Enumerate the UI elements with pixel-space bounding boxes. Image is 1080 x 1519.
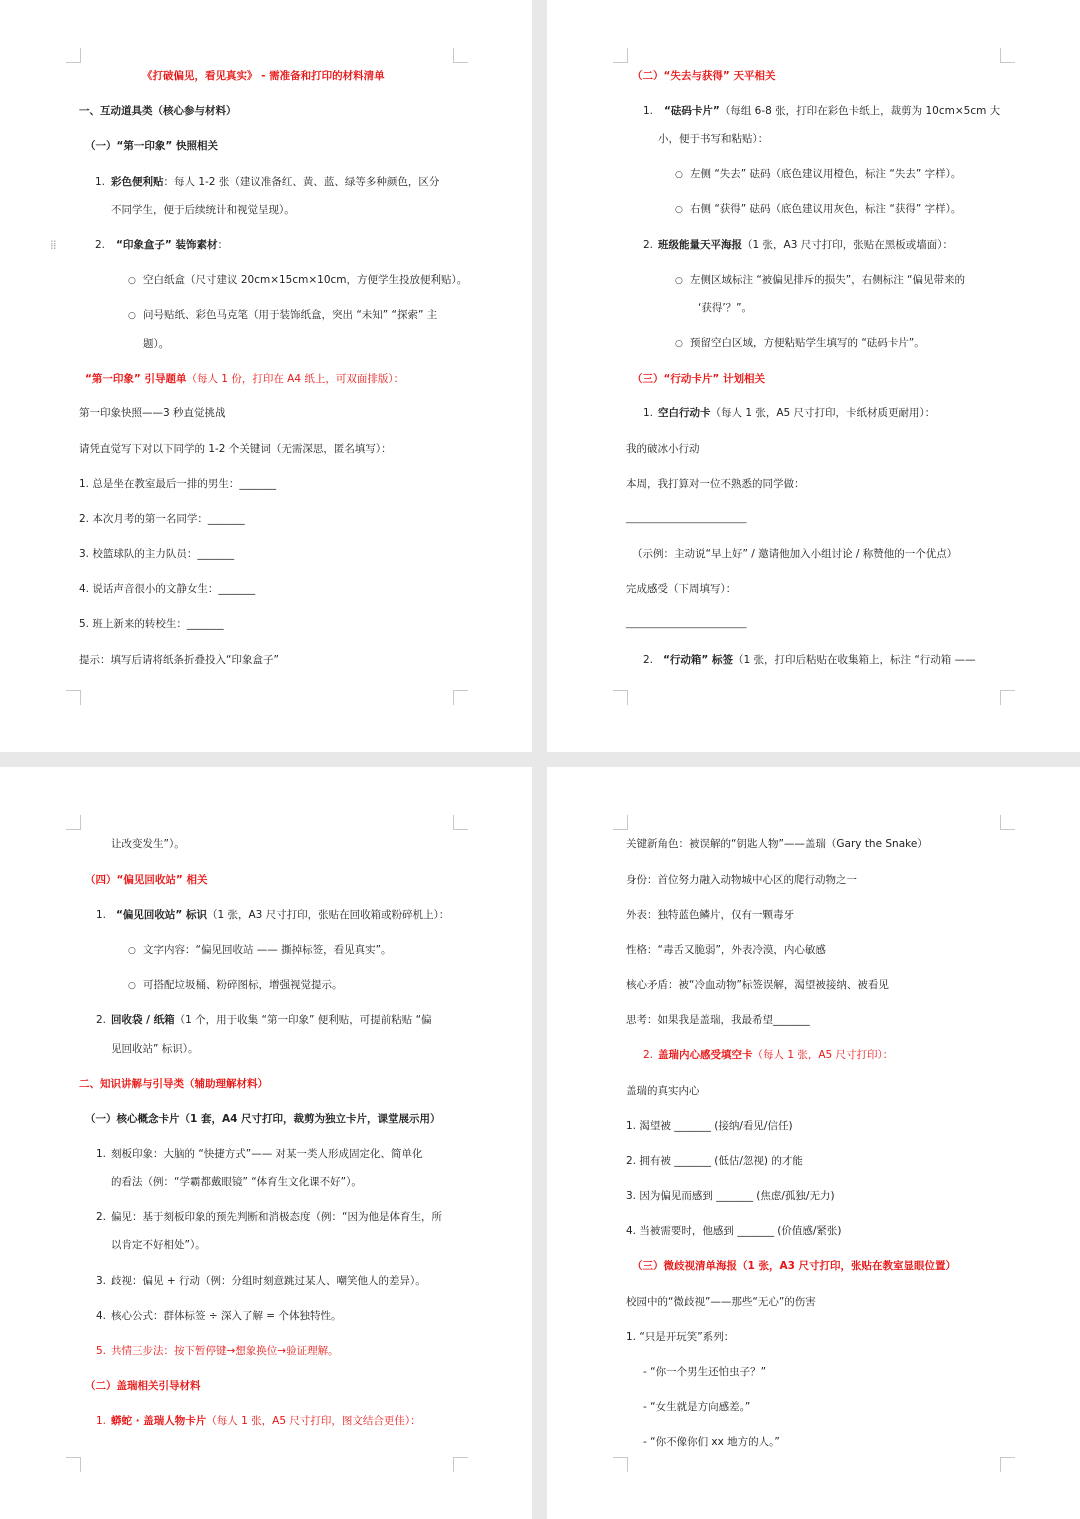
- questionnaire-title: 第一印象快照——3 秒直觉挑战: [79, 407, 226, 419]
- concept-item: 核心公式：群体标签 ÷ 深入了解 = 个体独特性。: [111, 1310, 342, 1322]
- item-label: 回收袋 / 纸箱: [111, 1014, 175, 1026]
- character-line: 思考：如果我是盖瑞，我最希望_______: [626, 1014, 810, 1026]
- guide-text: （每人 1 份，打印在 A4 纸上，可双面排版）：: [186, 373, 405, 385]
- bullet-item: 左侧 “失去” 砝码（底色建议用橙色，标注 “失去” 字样）。: [690, 168, 962, 180]
- list-number: 2.: [96, 1014, 107, 1026]
- bullet-icon: ○: [675, 170, 683, 180]
- crop-mark: [453, 48, 468, 63]
- item-text: （1 个，用于收集 “第一印象” 便利贴，可提前粘贴 “偏: [174, 1014, 432, 1026]
- list-item: [111, 1414, 421, 1428]
- item-text: （每人 1 张，A5 尺寸打印，图文结合更佳）：: [206, 1415, 421, 1427]
- list-item-continuation: 让改变发生”）。: [111, 838, 185, 850]
- card-title: 盖瑞的真实内心: [626, 1085, 700, 1097]
- item-text: ：每人 1-2 张（建议准备红、黄、蓝、绿等多种颜色，区分: [163, 176, 440, 188]
- item-label: 彩色便利贴: [111, 176, 164, 188]
- questionnaire-intro: 请凭直觉写下对以下同学的 1-2 个关键词（无需深思，匿名填写）：: [79, 443, 392, 455]
- subsection-heading: （三）微歧视清单海报（1 张，A3 尺寸打印，张贴在教室显眼位置）: [632, 1260, 957, 1272]
- item-text: （每人 1 张，A5 尺寸打印，卡纸材质更耐用）：: [710, 407, 936, 419]
- dash-item: - “你不像你们 xx 地方的人。”: [643, 1436, 780, 1448]
- bullet-continuation: 题）。: [143, 338, 170, 350]
- question-item: 3. 校篮球队的主力队员：_______: [79, 548, 235, 560]
- item-label: 空白行动卡: [658, 407, 711, 419]
- concept-continuation: 的看法（例：“学霸都戴眼镜” “体育生文化课不好”）。: [111, 1176, 362, 1188]
- character-line: 外表：独特蓝色鳞片，仅有一颗毒牙: [626, 909, 794, 921]
- feeling-label: 完成感受（下周填写）：: [626, 583, 737, 595]
- crop-mark: [453, 690, 468, 705]
- list-number: 1.: [643, 105, 654, 117]
- fill-in-item: 4. 当被需要时，他感到 _______ (价值感/紧张): [626, 1225, 842, 1237]
- bullet-icon: ○: [675, 205, 683, 215]
- question-item: 2. 本次月考的第一名同学：_______: [79, 513, 245, 525]
- document-page-2: [547, 0, 1080, 752]
- dash-item: - “女生就是方向感差。”: [643, 1401, 751, 1413]
- list-number: 2.: [643, 1049, 654, 1061]
- concept-item: 刻板印象：大脑的 “快捷方式”—— 对某一类人形成固定化、简单化: [111, 1148, 423, 1160]
- card-line: 本周，我打算对一位不熟悉的同学做：: [626, 478, 805, 490]
- bullet-icon: ○: [128, 276, 136, 286]
- crop-mark: [613, 48, 628, 63]
- item-label: 班级能量天平海报: [658, 239, 742, 251]
- guide-heading: [85, 372, 404, 386]
- crop-mark: [613, 1457, 628, 1472]
- character-line: 关键新角色：被误解的“钥匙人物”——盖瑞（Gary the Snake）: [626, 838, 928, 850]
- list-item: [658, 406, 935, 420]
- list-number: 4.: [96, 1310, 107, 1322]
- character-line: 身份：首位努力融入动物城中心区的爬行动物之一: [626, 874, 857, 886]
- list-number: 1.: [643, 407, 654, 419]
- item-text: （每组 6-8 张，打印在彩色卡纸上，裁剪为 10cm×5cm 大: [719, 105, 1001, 117]
- item-text: ：: [217, 239, 228, 251]
- list-item-continuation: 不同学生，便于后续统计和视觉呈现）。: [111, 204, 295, 216]
- list-item: [658, 238, 953, 252]
- list-number: 1.: [96, 1415, 107, 1427]
- item-label: 盖瑞内心感受填空卡: [658, 1049, 753, 1061]
- fill-in-item: 2. 拥有被 _______ (低估/忽视) 的才能: [626, 1155, 803, 1167]
- subsection-heading: （四）“偏见回收站” 相关: [85, 874, 208, 886]
- bullet-icon: ○: [128, 946, 136, 956]
- crop-mark: [66, 815, 81, 830]
- list-number: 2.: [95, 239, 106, 251]
- crop-mark: [1000, 690, 1015, 705]
- crop-mark: [66, 690, 81, 705]
- document-title: 《打破偏见，看见真实》 - 需准备和打印的材料清单: [142, 70, 385, 82]
- list-item: [111, 1013, 432, 1027]
- bullet-item: 空白纸盒（尺寸建议 20cm×15cm×10cm，方便学生投放便利贴）。: [143, 274, 468, 286]
- concept-item: 共情三步法：按下暂停键→想象换位→验证理解。: [111, 1345, 339, 1357]
- card-title: 我的破冰小行动: [626, 443, 700, 455]
- list-number: 1.: [96, 1148, 107, 1160]
- bullet-item: 右侧 “获得” 砝码（底色建议用灰色，标注 “获得” 字样）。: [690, 203, 962, 215]
- item-text: （1 张，A3 尺寸打印，张贴在黑板或墙面）：: [742, 239, 953, 251]
- concept-continuation: 以肯定不好相处”）。: [111, 1239, 206, 1251]
- item-label: “偏见回收站” 标识: [116, 909, 207, 921]
- section-heading: 二、知识讲解与引导类（辅助理解材料）: [79, 1078, 268, 1090]
- crop-mark: [453, 815, 468, 830]
- blank-line: ______________________________: [626, 619, 746, 629]
- question-item: 5. 班上新来的转校生：_______: [79, 618, 224, 630]
- subsection-heading: （一）核心概念卡片（1 套，A4 尺寸打印，裁剪为独立卡片，课堂展示用）: [85, 1113, 441, 1125]
- question-item: 4. 说话声音很小的文静女生：_______: [79, 583, 256, 595]
- bullet-item: 左侧区域标注 “被偏见排斥的损失”，右侧标注 “偏见带来的: [690, 274, 965, 286]
- document-page-4: [547, 767, 1080, 1519]
- crop-mark: [453, 1457, 468, 1472]
- bullet-item: 文字内容：“偏见回收站 —— 撕掉标签，看见真实”。: [143, 944, 392, 956]
- bullet-item: 可搭配垃圾桶、粉碎图标，增强视觉提示。: [143, 979, 343, 991]
- document-page-1: [0, 0, 532, 752]
- bullet-item: 问号贴纸、彩色马克笔（用于装饰纸盒，突出 “未知” “探索” 主: [143, 309, 438, 321]
- list-number: 2.: [96, 1211, 107, 1223]
- list-item: [658, 1048, 893, 1062]
- crop-mark: [613, 690, 628, 705]
- character-line: 性格：“毒舌又脆弱”，外表冷漠，内心敏感: [626, 944, 826, 956]
- item-text: （每人 1 张，A5 尺寸打印）：: [752, 1049, 894, 1061]
- bullet-icon: ○: [128, 311, 136, 321]
- list-item: [111, 175, 439, 189]
- document-page-3: [0, 767, 532, 1519]
- section-heading: 一、互动道具类（核心参与材料）: [79, 105, 237, 117]
- fill-in-item: 1. 渴望被 _______ (接纳/看见/信任): [626, 1120, 793, 1132]
- crop-mark: [1000, 1457, 1015, 1472]
- drag-handle-icon[interactable]: ⁞⁞: [50, 238, 56, 252]
- fill-in-item: 3. 因为偏见而感到 _______ (焦虑/孤独/无力): [626, 1190, 835, 1202]
- list-number: 1.: [95, 176, 106, 188]
- character-line: 核心矛盾：被“冷血动物”标签误解，渴望被接纳、被看见: [626, 979, 889, 991]
- item-label: “行动箱” 标签: [663, 654, 733, 666]
- guide-label: “第一印象” 引导题单: [85, 373, 187, 385]
- crop-mark: [1000, 48, 1015, 63]
- blank-line: ______________________________: [626, 514, 746, 524]
- list-item-continuation: 小，便于书写和粘贴）：: [658, 133, 769, 145]
- item-text: （1 张，A3 尺寸打印，张贴在回收箱或粉碎机上）：: [206, 909, 450, 921]
- tip-text: 提示：填写后请将纸条折叠投入“印象盒子”: [79, 654, 279, 666]
- bullet-icon: ○: [675, 339, 683, 349]
- poster-title: 校园中的“微歧视”——那些“无心”的伤害: [626, 1296, 816, 1308]
- bullet-continuation: ‘获得’？”。: [698, 302, 753, 314]
- list-number: 1.: [96, 909, 107, 921]
- crop-mark: [66, 1457, 81, 1472]
- list-number: 3.: [96, 1275, 107, 1287]
- concept-item: 偏见：基于刻板印象的预先判断和消极态度（例：“因为他是体育生，所: [111, 1211, 442, 1223]
- list-number: 5.: [96, 1345, 107, 1357]
- dash-item: - “你一个男生还怕虫子？”: [643, 1366, 767, 1378]
- example-text: （示例：主动说“早上好” / 邀请他加入小组讨论 / 称赞他的一个优点）: [632, 548, 958, 560]
- item-label: “砝码卡片”: [664, 105, 720, 117]
- list-item: [663, 653, 976, 667]
- question-item: 1. 总是坐在教室最后一排的男生：_______: [79, 478, 277, 490]
- list-number: 2.: [643, 654, 654, 666]
- subsection-heading: （二）盖瑞相关引导材料: [85, 1380, 201, 1392]
- item-label: 蟒蛇 · 盖瑞人物卡片: [111, 1415, 207, 1427]
- crop-mark: [66, 48, 81, 63]
- list-number: 2.: [643, 239, 654, 251]
- bullet-icon: ○: [128, 981, 136, 991]
- crop-mark: [1000, 815, 1015, 830]
- list-item: 1. “只是开玩笑”系列：: [626, 1331, 735, 1343]
- subsection-heading: （三）“行动卡片” 计划相关: [632, 373, 765, 385]
- item-text: （1 张，打印后粘贴在收集箱上，标注 “行动箱 ——: [732, 654, 976, 666]
- list-item: [116, 908, 449, 922]
- subsection-heading: （一）“第一印象” 快照相关: [85, 140, 218, 152]
- list-item-continuation: 见回收站” 标识）。: [111, 1043, 199, 1055]
- bullet-icon: ○: [675, 276, 683, 286]
- bullet-item: 预留空白区域，方便粘贴学生填写的 “砝码卡片”。: [690, 337, 925, 349]
- list-item: [664, 104, 1000, 118]
- item-label: “印象盒子” 装饰素材: [116, 239, 218, 251]
- crop-mark: [613, 815, 628, 830]
- concept-item: 歧视：偏见 + 行动（例：分组时刻意跳过某人、嘲笑他人的差异）。: [111, 1275, 426, 1287]
- list-item: [116, 238, 228, 252]
- subsection-heading: （二）“失去与获得” 天平相关: [632, 70, 776, 82]
